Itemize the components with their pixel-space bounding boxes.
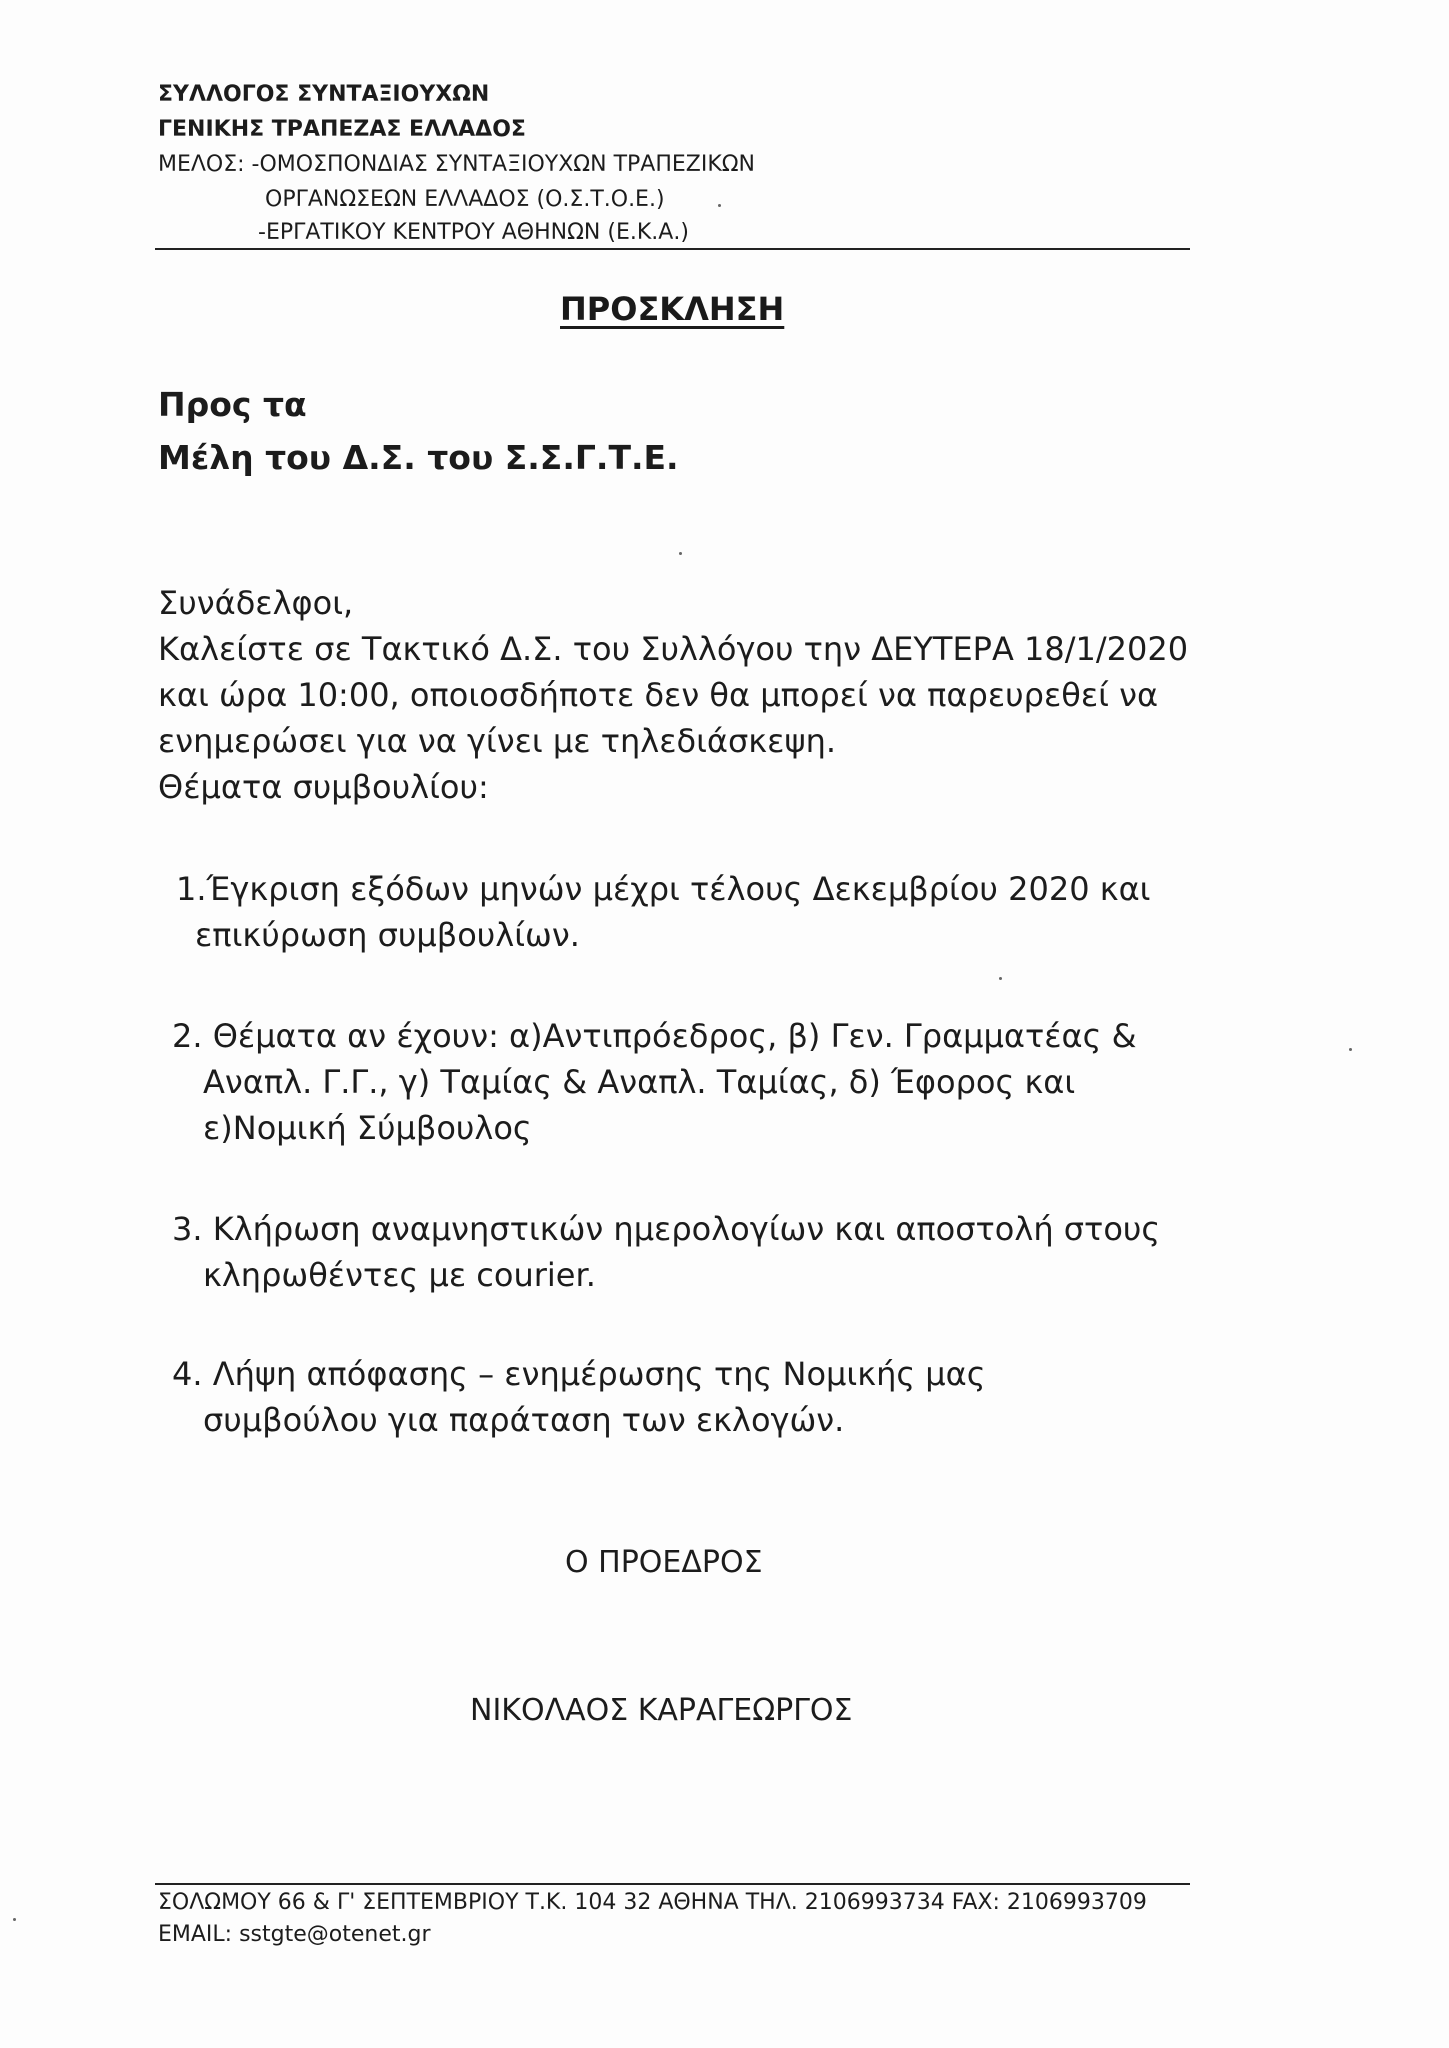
letterhead-line-5: -ΕΡΓΑΤΙΚΟΥ ΚΕΝΤΡΟΥ ΑΘΗΝΩΝ (Ε.Κ.Α.) [258, 220, 689, 245]
body-paragraph-line-3: ενημερώσει για να γίνει με τηλεδιάσκεψη. [158, 722, 837, 760]
agenda-item-4-line-1: 4. Λήψη απόφασης – ενημέρωσης της Νομικής μας [172, 1355, 986, 1393]
letterhead-line-2: ΓΕΝΙΚΗΣ ΤΡΑΠΕΖΑΣ ΕΛΛΑΔΟΣ [158, 117, 526, 142]
letterhead-line-3: ΜΕΛΟΣ: -ΟΜΟΣΠΟΝΔΙΑΣ ΣΥΝΤΑΞΙΟΥΧΩΝ ΤΡΑΠΕΖΙΚΩΝ [158, 152, 756, 177]
scan-speck [1349, 1048, 1352, 1051]
agenda-item-3-line-2: κληρωθέντες με courier. [203, 1256, 596, 1294]
recipients-line-2: Μέλη του Δ.Σ. του Σ.Σ.Γ.Τ.Ε. [158, 438, 679, 477]
signature-name: ΝΙΚΟΛΑΟΣ ΚΑΡΑΓΕΩΡΓΟΣ [470, 1693, 853, 1728]
footer-address: ΣΟΛΩΜΟΥ 66 & Γ' ΣΕΠΤΕΜΒΡΙΟΥ Τ.Κ. 104 32 ΑΘΗΝΑ ΤΗΛ. 2106993734 FAX: 2106993709 [158, 1890, 1147, 1915]
agenda-item-1-line-2: επικύρωση συμβουλίων. [195, 916, 580, 954]
agenda-item-1-line-1: 1.Έγκριση εξόδων μηνών μέχρι τέλους Δεκεμβρίου 2020 και [176, 870, 1151, 908]
agenda-item-2-line-3: ε)Νομική Σύμβουλος [203, 1109, 532, 1147]
scan-speck [679, 552, 682, 555]
scan-speck [13, 1918, 16, 1921]
letterhead-line-4: ΟΡΓΑΝΩΣΕΩΝ ΕΛΛΑΔΟΣ (Ο.Σ.Τ.Ο.Ε.) [265, 187, 665, 212]
document-title: ΠΡΟΣΚΛΗΣΗ [560, 290, 785, 328]
topics-heading: Θέματα συμβουλίου: [158, 768, 489, 806]
agenda-item-4-line-2: συμβούλου για παράταση των εκλογών. [203, 1401, 845, 1439]
agenda-item-2-line-1: 2. Θέματα αν έχουν: α)Αντιπρόεδρος, β) Γεν. Γραμματέας & [172, 1017, 1137, 1055]
body-paragraph-line-1: Καλείστε σε Τακτικό Δ.Σ. του Συλλόγου την ΔΕΥΤΕΡΑ 18/1/2020 [158, 630, 1189, 668]
footer-divider [155, 1883, 1190, 1885]
greeting: Συνάδελφοι, [158, 584, 354, 622]
scan-speck [718, 204, 721, 207]
signature-role: Ο ΠΡΟΕΔΡΟΣ [565, 1545, 763, 1580]
footer-email: EMAIL: sstgte@otenet.gr [158, 1922, 431, 1947]
agenda-item-2-line-2: Αναπλ. Γ.Γ., γ) Ταμίας & Αναπλ. Ταμίας, δ) Έφορος και [203, 1063, 1076, 1101]
body-paragraph-line-2: και ώρα 10:00, οποιοσδήποτε δεν θα μπορεί να παρευρεθεί να [158, 676, 1159, 714]
recipients-line-1: Προς τα [158, 385, 307, 424]
letterhead-line-1: ΣΥΛΛΟΓΟΣ ΣΥΝΤΑΞΙΟΥΧΩΝ [158, 82, 490, 107]
scan-speck [999, 977, 1002, 980]
letterhead-divider [155, 248, 1190, 250]
agenda-item-3-line-1: 3. Κλήρωση αναμνηστικών ημερολογίων και αποστολή στους [172, 1210, 1161, 1248]
